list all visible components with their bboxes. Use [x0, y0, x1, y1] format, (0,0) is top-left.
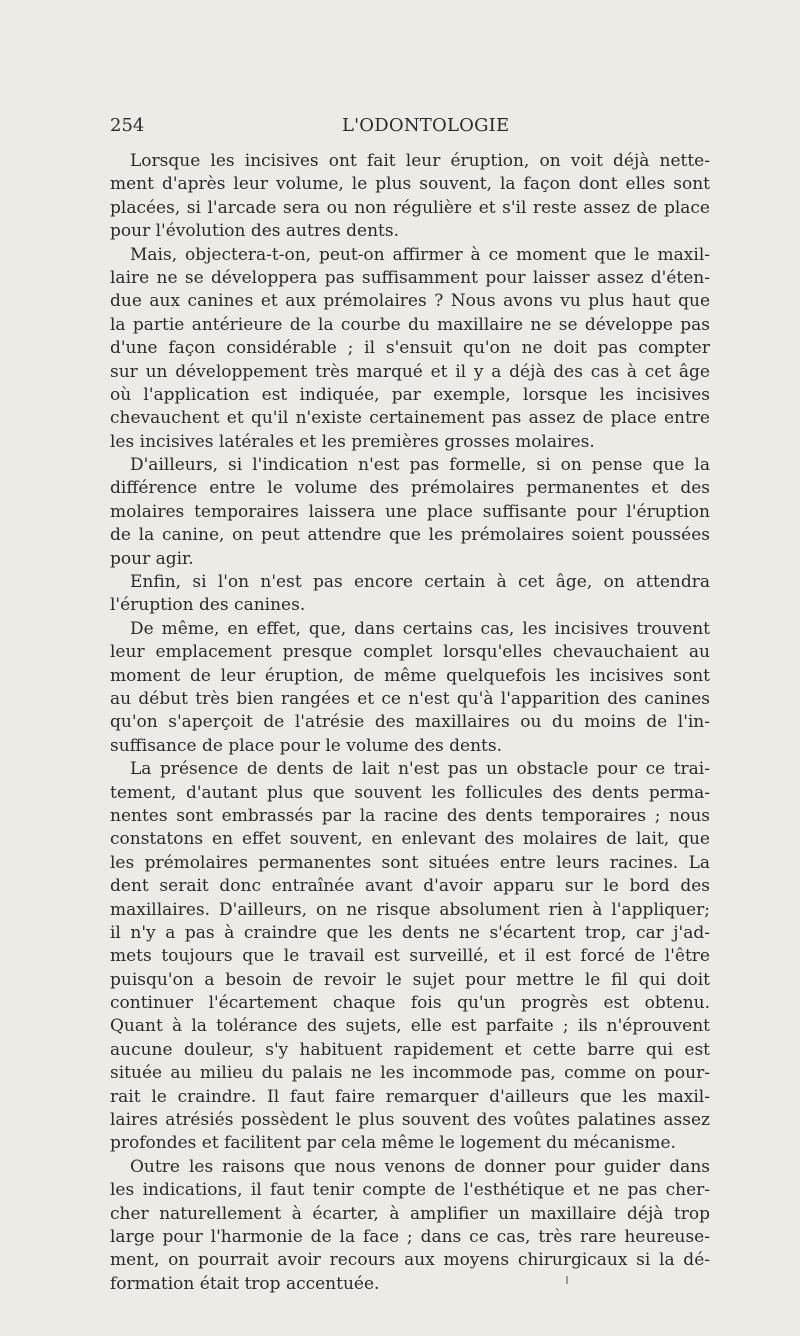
- text-line: Outre les raisons que nous venons de donner pour guider dans: [130, 1156, 710, 1177]
- text-line: nentes sont embrassés par la racine des dents temporaires ; nous: [110, 805, 710, 826]
- text-line: il n'y a pas à craindre que les dents ne s'écartent trop, car j'ad-: [110, 922, 710, 943]
- text-line: tement, d'autant plus que souvent les follicules des dents perma-: [110, 782, 710, 803]
- text-line: de la canine, on peut attendre que les prémolaires soient poussées: [110, 525, 710, 546]
- text-line: constatons en effet souvent, en enlevant des molaires de lait, que: [110, 829, 710, 850]
- text-line: différence entre le volume des prémolaires permanentes et des: [110, 478, 710, 499]
- text-line: Enfin, si l'on n'est pas encore certain à cet âge, on attendra: [130, 572, 710, 593]
- page-number: 254: [110, 115, 145, 136]
- text-line: sur un développement très marqué et il y a déjà des cas à cet âge: [110, 361, 710, 382]
- paper-speck: [566, 1276, 568, 1284]
- text-line: mets toujours que le travail est surveillé, et il est forcé de l'être: [110, 946, 710, 967]
- text-line: au début très bien rangées et ce n'est qu'à l'apparition des canines: [110, 688, 710, 709]
- text-line: ment d'après leur volume, le plus souvent, la façon dont elles sont: [110, 174, 710, 195]
- text-line: De même, en effet, que, dans certains cas, les incisives trouvent: [130, 618, 710, 639]
- text-line: continuer l'écartement chaque fois qu'un progrès est obtenu.: [110, 993, 710, 1014]
- text-line: la partie antérieure de la courbe du maxillaire ne se développe pas: [110, 314, 710, 335]
- text-line: les prémolaires permanentes sont situées entre leurs racines. La: [110, 852, 710, 873]
- text-line: leur emplacement presque complet lorsqu'elles chevauchaient au: [110, 642, 710, 663]
- text-line: Lorsque les incisives ont fait leur éruption, on voit déjà nette-: [130, 151, 710, 171]
- text-line: les incisives latérales et les premières grosses molaires.: [110, 431, 595, 452]
- text-line: située au milieu du palais ne les incommode pas, comme on pour-: [110, 1063, 710, 1084]
- text-line: profondes et facilitent par cela même le logement du mécanisme.: [110, 1133, 676, 1154]
- text-line: Mais, objectera-t-on, peut-on affirmer à ce moment que le maxil-: [130, 244, 710, 265]
- text-line: Quant à la tolérance des sujets, elle est parfaite ; ils n'éprouvent: [110, 1016, 710, 1037]
- text-line: dent serait donc entraînée avant d'avoir apparu sur le bord des: [110, 876, 710, 897]
- text-line: large pour l'harmonie de la face ; dans ce cas, très rare heureuse-: [110, 1226, 710, 1247]
- text-line: qu'on s'aperçoit de l'atrésie des maxillaires ou du moins de l'in-: [110, 712, 710, 733]
- text-line: maxillaires. D'ailleurs, on ne risque absolument rien à l'appliquer;: [110, 899, 710, 920]
- page-header: [110, 113, 710, 139]
- text-line: puisqu'on a besoin de revoir le sujet pour mettre le fil qui doit: [110, 969, 710, 990]
- text-line: La présence de dents de lait n'est pas un obstacle pour ce trai-: [130, 759, 710, 780]
- body-text: [110, 150, 710, 1296]
- text-line: aucune douleur, s'y habituent rapidement et cette barre qui est: [110, 1039, 710, 1060]
- text-line: placées, si l'arcade sera ou non régulière et s'il reste assez de place: [110, 197, 710, 218]
- text-line: ment, on pourrait avoir recours aux moyens chirurgicaux si la dé-: [110, 1250, 710, 1271]
- text-line: suffisance de place pour le volume des dents.: [110, 735, 502, 756]
- text-line: due aux canines et aux prémolaires ? Nous avons vu plus haut que: [110, 291, 710, 312]
- text-line: rait le craindre. Il faut faire remarquer d'ailleurs que les maxil-: [110, 1086, 710, 1107]
- text-line: laires atrésiés possèdent le plus souvent des voûtes palatines assez: [110, 1110, 710, 1131]
- text-line: laire ne se développera pas suffisamment pour laisser assez d'éten-: [110, 267, 710, 288]
- text-line: D'ailleurs, si l'indication n'est pas formelle, si on pense que la: [130, 455, 710, 476]
- text-line: où l'application est indiquée, par exemple, lorsque les incisives: [110, 384, 710, 405]
- text-line: molaires temporaires laissera une place suffisante pour l'éruption: [110, 501, 710, 522]
- text-line: formation était trop accentuée.: [110, 1273, 380, 1294]
- text-line: chevauchent et qu'il n'existe certainement pas assez de place entre: [110, 408, 710, 429]
- text-line: l'éruption des canines.: [110, 595, 306, 616]
- text-line: cher naturellement à écarter, à amplifier un maxillaire déjà trop: [110, 1203, 710, 1224]
- text-line: les indications, il faut tenir compte de l'esthétique et ne pas cher-: [110, 1180, 710, 1201]
- running-title: L'ODONTOLOGIE: [342, 115, 510, 136]
- text-line: d'une façon considérable ; il s'ensuit qu'on ne doit pas compter: [110, 338, 710, 359]
- text-line: pour l'évolution des autres dents.: [110, 221, 399, 242]
- text-line: pour agir.: [110, 548, 194, 569]
- text-line: moment de leur éruption, de même quelquefois les incisives sont: [110, 665, 710, 686]
